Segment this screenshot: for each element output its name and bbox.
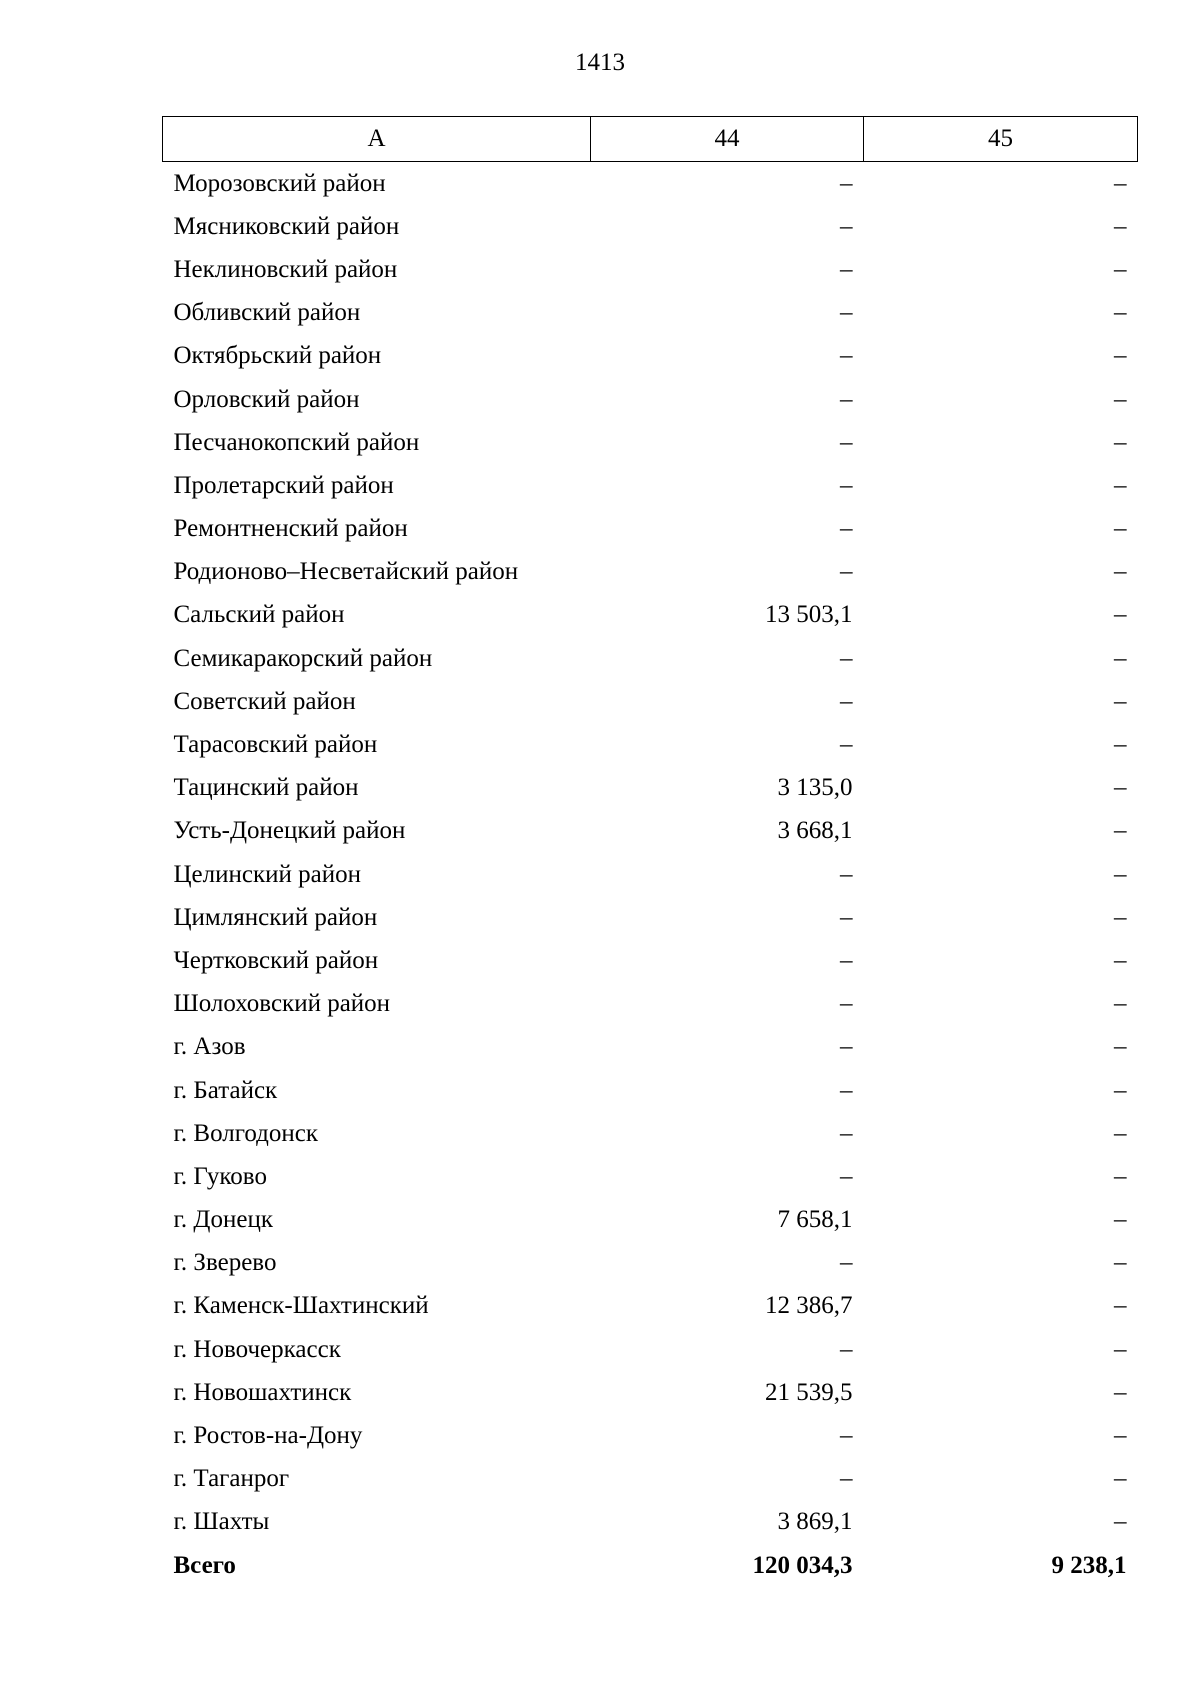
row-value-45-cell: – [1114,299,1127,327]
row-name-cell: г. Новошахтинск [173,1378,352,1406]
row-value-45-cell: – [1114,731,1127,759]
table-row [163,421,1138,464]
row-name-cell: Тацинский район [173,774,359,802]
total-label-cell: Всего [173,1551,236,1579]
row-value-44-cell: – [840,687,853,715]
row-value-45-cell: – [1114,860,1127,888]
row-name-cell: г. Зверево [173,1249,277,1277]
row-value-44-cell: – [840,644,853,672]
table-row [163,983,1138,1026]
row-name-cell: Тарасовский район [173,731,378,759]
row-value-45-cell: – [1114,1465,1127,1493]
row-value-45-cell: – [1114,255,1127,283]
row-value-45-cell: – [1114,1378,1127,1406]
header-row [163,117,1138,162]
row-value-45-cell: – [1114,342,1127,370]
row-name-cell: г. Батайск [173,1076,278,1104]
row-value-44-cell: 3 668,1 [777,817,853,845]
row-value-44-cell: – [840,428,853,456]
row-value-45-cell: – [1114,817,1127,845]
row-value-44-cell: – [840,1335,853,1363]
row-name-cell: Орловский район [173,385,360,413]
total-value-45-cell: 9 238,1 [1051,1551,1127,1579]
table-row [163,1328,1138,1371]
row-name-cell: Чертковский район [173,946,379,974]
row-name-cell: Мясниковский район [173,212,400,240]
table-header [163,117,1138,162]
table-row [163,464,1138,507]
row-value-44-cell: 12 386,7 [765,1292,853,1320]
row-value-44-cell: – [840,1119,853,1147]
table-row [163,1285,1138,1328]
row-value-44-cell: – [840,169,853,197]
row-value-44-cell: – [840,731,853,759]
row-value-44-cell: – [840,471,853,499]
row-value-45-cell: – [1114,687,1127,715]
total-value-44-cell: 120 034,3 [752,1551,853,1579]
row-value-44-cell: – [840,212,853,240]
table-row [163,248,1138,291]
row-value-45-cell: – [1114,1335,1127,1363]
row-value-45-cell: – [1114,515,1127,543]
row-value-44-cell: – [840,255,853,283]
table-row [163,1458,1138,1501]
row-value-44-cell: – [840,1465,853,1493]
row-value-44-cell: – [840,946,853,974]
table-row [163,162,1138,206]
row-value-45-cell: – [1114,1119,1127,1147]
row-value-45-cell: – [1114,1033,1127,1061]
table-row [163,335,1138,378]
row-name-cell: г. Донецк [173,1206,273,1234]
row-name-cell: Обливский район [173,299,361,327]
row-value-44-cell: – [840,1033,853,1061]
row-value-44-cell: – [840,515,853,543]
row-value-45-cell: – [1114,558,1127,586]
row-name-cell: г. Гуково [173,1162,267,1190]
row-value-45-cell: – [1114,169,1127,197]
table-row [163,853,1138,896]
row-value-45-cell: – [1114,1422,1127,1450]
table-row [163,508,1138,551]
row-value-44-cell: – [840,342,853,370]
total-row [163,1544,1138,1587]
row-value-44-cell: – [840,1076,853,1104]
table-row [163,637,1138,680]
table-row [163,1414,1138,1457]
table-row [163,723,1138,766]
row-name-cell: Морозовский район [173,169,386,197]
table-row [163,1026,1138,1069]
table-row [163,767,1138,810]
row-name-cell: Пролетарский район [173,471,394,499]
row-value-44-cell: 7 658,1 [777,1206,853,1234]
header-cell-col44: 44 [591,117,864,162]
row-value-44-cell: – [840,558,853,586]
row-value-45-cell: – [1114,774,1127,802]
row-name-cell: Целинский район [173,860,361,888]
row-value-44-cell: – [840,1249,853,1277]
row-name-cell: Песчанокопский район [173,428,420,456]
table-row [163,551,1138,594]
row-name-cell: г. Волгодонск [173,1119,319,1147]
row-name-cell: г. Каменск-Шахтинский [173,1292,429,1320]
row-value-45-cell: – [1114,903,1127,931]
row-name-cell: Усть-Донецкий район [173,817,406,845]
row-name-cell: Родионово–Несветайский район [173,558,519,586]
row-name-cell: г. Новочеркасск [173,1335,341,1363]
header-cell-name: А [163,117,591,162]
table-row [163,1371,1138,1414]
row-value-44-cell: 21 539,5 [765,1378,853,1406]
row-name-cell: г. Ростов-на-Дону [173,1422,363,1450]
data-table [162,116,1138,1587]
row-value-44-cell: – [840,385,853,413]
row-name-cell: Октябрьский район [173,342,382,370]
row-value-44-cell: – [840,299,853,327]
table-body [163,162,1138,1588]
row-name-cell: Цимлянский район [173,903,378,931]
row-name-cell: г. Азов [173,1033,246,1061]
row-value-45-cell: – [1114,946,1127,974]
row-value-45-cell: – [1114,601,1127,629]
row-value-45-cell: – [1114,1249,1127,1277]
row-value-45-cell: – [1114,212,1127,240]
row-name-cell: Семикаракорский район [173,644,433,672]
row-value-45-cell: – [1114,1162,1127,1190]
table-row [163,1199,1138,1242]
table-row [163,292,1138,335]
row-name-cell: Шолоховский район [173,990,391,1018]
row-value-45-cell: – [1114,1206,1127,1234]
table-row [163,205,1138,248]
table-row [163,939,1138,982]
row-value-45-cell: – [1114,1076,1127,1104]
table-row [163,1155,1138,1198]
row-value-44-cell: 13 503,1 [765,601,853,629]
row-value-45-cell: – [1114,1292,1127,1320]
table-row [163,378,1138,421]
row-value-44-cell: – [840,1422,853,1450]
header-cell-col45: 45 [864,117,1138,162]
row-value-45-cell: – [1114,644,1127,672]
table-row [163,1112,1138,1155]
table-row [163,1242,1138,1285]
row-name-cell: Сальский район [173,601,345,629]
row-name-cell: Неклиновский район [173,255,398,283]
row-name-cell: Советский район [173,687,356,715]
row-value-45-cell: – [1114,428,1127,456]
row-value-45-cell: – [1114,471,1127,499]
row-name-cell: г. Таганрог [173,1465,290,1493]
row-value-44-cell: – [840,860,853,888]
page-number: 1413 [575,49,625,76]
table-row [163,594,1138,637]
row-name-cell: Ремонтненский район [173,515,408,543]
row-name-cell: г. Шахты [173,1508,270,1536]
row-value-44-cell: 3 869,1 [777,1508,853,1536]
table-row [163,1069,1138,1112]
table-row [163,810,1138,853]
row-value-45-cell: – [1114,1508,1127,1536]
table-row [163,1501,1138,1544]
row-value-45-cell: – [1114,990,1127,1018]
row-value-45-cell: – [1114,385,1127,413]
row-value-44-cell: – [840,990,853,1018]
row-value-44-cell: 3 135,0 [777,774,853,802]
row-value-44-cell: – [840,1162,853,1190]
table-row [163,680,1138,723]
table-row [163,896,1138,939]
row-value-44-cell: – [840,903,853,931]
